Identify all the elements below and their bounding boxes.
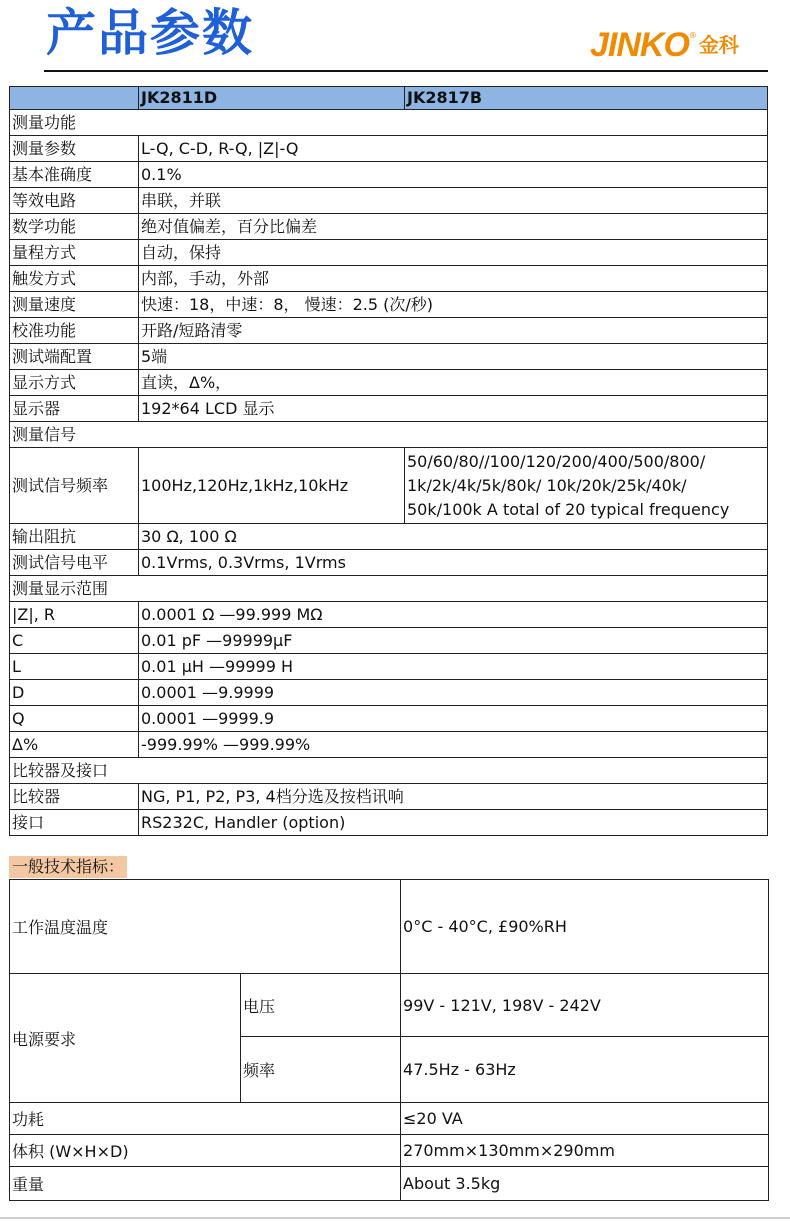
table-row — [10, 680, 768, 706]
row-label: 显示器 — [10, 396, 139, 422]
row-label: |Z|, R — [10, 602, 139, 628]
row-value: L-Q, C-D, R-Q, |Z|-Q — [139, 136, 768, 162]
header-blank — [10, 87, 139, 110]
table-row — [10, 448, 768, 524]
row-label: Q — [10, 706, 139, 732]
table-row — [10, 628, 768, 654]
table-row — [10, 344, 768, 370]
row-label: Δ% — [10, 732, 139, 758]
table-row — [10, 266, 768, 292]
table-row — [10, 396, 768, 422]
model-header-row — [10, 87, 768, 110]
table-row — [10, 318, 768, 344]
table-row — [10, 810, 768, 836]
logo-cn: 金科 — [698, 33, 739, 57]
row-label: L — [10, 654, 139, 680]
consumption-value: ≤20 VA — [401, 1103, 769, 1135]
section-display-range: 测量显示范围 — [10, 576, 768, 602]
section-row — [10, 422, 768, 448]
temp-value: 0°C - 40°C, £90%RH — [401, 880, 769, 974]
logo-text: JINKO — [590, 26, 689, 64]
table-row — [10, 880, 769, 974]
voltage-label: 电压 — [241, 974, 401, 1037]
table-row — [10, 550, 768, 576]
table-row — [10, 732, 768, 758]
weight-value: About 3.5kg — [401, 1167, 769, 1201]
volume-value: 270mm×130mm×290mm — [401, 1135, 769, 1167]
row-value: 0.1Vrms, 0.3Vrms, 1Vrms — [139, 550, 768, 576]
jinko-logo — [590, 26, 739, 66]
table-row — [10, 214, 768, 240]
row-label: 量程方式 — [10, 240, 139, 266]
section-measure-function: 测量功能 — [10, 110, 768, 136]
voltage-value: 99V - 121V, 198V - 242V — [401, 974, 769, 1037]
row-value: 0.01 μH —99999 H — [139, 654, 768, 680]
table-row — [10, 602, 768, 628]
row-value: 5端 — [139, 344, 768, 370]
table-row — [10, 654, 768, 680]
row-value: 30 Ω, 100 Ω — [139, 524, 768, 550]
row-value-b: 50/60/80//100/120/200/400/500/800/ 1k/2k/4k/5k/80k/ 10k/20k/25k/40k/ 50k/100k A total of 20 typical frequency — [405, 448, 768, 524]
row-value-a: 100Hz,120Hz,1kHz,10kHz — [139, 448, 405, 524]
row-value: 0.0001 —9.9999 — [139, 680, 768, 706]
row-label: 测试信号频率 — [10, 448, 139, 524]
table-row — [10, 1103, 769, 1135]
page-header — [0, 0, 790, 80]
model-b: JK2817B — [405, 87, 768, 110]
row-value: -999.99% —999.99% — [139, 732, 768, 758]
general-specs-table — [9, 879, 769, 1201]
row-label: 校准功能 — [10, 318, 139, 344]
row-value: 0.01 pF —99999μF — [139, 628, 768, 654]
row-value: 开路/短路清零 — [139, 318, 768, 344]
spec-table — [9, 86, 768, 836]
row-value: 0.1% — [139, 162, 768, 188]
section-comparator-interface: 比较器及接口 — [10, 758, 768, 784]
section-row — [10, 758, 768, 784]
section-row — [10, 576, 768, 602]
general-specs-heading: 一般技术指标： — [9, 856, 127, 878]
row-label: 测试端配置 — [10, 344, 139, 370]
power-label: 电源要求 — [10, 974, 241, 1103]
row-label: C — [10, 628, 139, 654]
table-row — [10, 188, 768, 214]
title-divider — [44, 70, 768, 72]
row-value: 自动，保持 — [139, 240, 768, 266]
row-value: 0.0001 —9999.9 — [139, 706, 768, 732]
row-value: NG, P1, P2, P3, 4档分选及按档讯响 — [139, 784, 768, 810]
row-label: 测量参数 — [10, 136, 139, 162]
table-row — [10, 162, 768, 188]
table-row — [10, 370, 768, 396]
table-row — [10, 706, 768, 732]
logo-registered: ® — [688, 31, 697, 40]
table-row — [10, 524, 768, 550]
consumption-label: 功耗 — [10, 1103, 401, 1135]
row-value: 串联，并联 — [139, 188, 768, 214]
table-row — [10, 1167, 769, 1201]
row-value: 快速：18，中速：8， 慢速：2.5 (次/秒) — [139, 292, 768, 318]
model-a: JK2811D — [139, 87, 405, 110]
row-label: 触发方式 — [10, 266, 139, 292]
row-label: D — [10, 680, 139, 706]
section-row — [10, 110, 768, 136]
table-row — [10, 136, 768, 162]
row-value: 0.0001 Ω —99.999 MΩ — [139, 602, 768, 628]
freq-label: 频率 — [241, 1037, 401, 1103]
section-measure-signal: 测量信号 — [10, 422, 768, 448]
row-label: 基本准确度 — [10, 162, 139, 188]
table-row — [10, 240, 768, 266]
row-value: 内部，手动，外部 — [139, 266, 768, 292]
bottom-divider — [0, 1217, 790, 1219]
table-row — [10, 784, 768, 810]
row-value: 绝对值偏差，百分比偏差 — [139, 214, 768, 240]
row-value: RS232C, Handler (option) — [139, 810, 768, 836]
freq-value: 47.5Hz - 63Hz — [401, 1037, 769, 1103]
table-row — [10, 1135, 769, 1167]
temp-label: 工作温度温度 — [10, 880, 401, 974]
row-label: 测量速度 — [10, 292, 139, 318]
row-value: 192*64 LCD 显示 — [139, 396, 768, 422]
weight-label: 重量 — [10, 1167, 401, 1201]
row-label: 比较器 — [10, 784, 139, 810]
page-title: 产品参数 — [46, 4, 254, 62]
row-value: 直读，Δ%， — [139, 370, 768, 396]
row-label: 接口 — [10, 810, 139, 836]
table-row — [10, 292, 768, 318]
row-label: 测试信号电平 — [10, 550, 139, 576]
row-label: 显示方式 — [10, 370, 139, 396]
volume-label: 体积 (W×H×D) — [10, 1135, 401, 1167]
row-label: 等效电路 — [10, 188, 139, 214]
row-label: 数学功能 — [10, 214, 139, 240]
row-label: 输出阻抗 — [10, 524, 139, 550]
table-row — [10, 974, 769, 1037]
